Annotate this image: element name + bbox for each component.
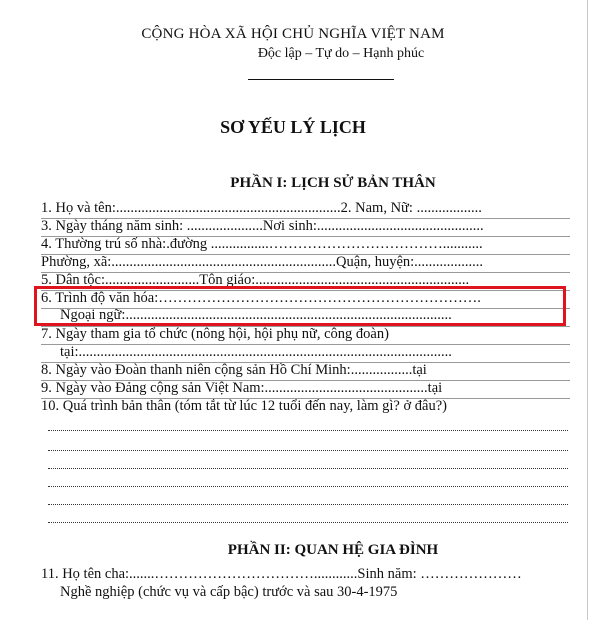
page-edge: [587, 0, 588, 620]
blank-line: [48, 522, 568, 523]
field-birth: 3. Ngày tháng năm sinh: .....................Nơi sinh:..............................................: [41, 218, 484, 234]
field-ward-district: Phường, xã:..............................................................Quận, huyện:...................: [41, 254, 484, 270]
blank-line: [48, 486, 568, 487]
part1-heading: PHẦN I: LỊCH SỬ BẢN THÂN: [230, 175, 436, 191]
field-full-name: 1. Họ và tên:..............................................................2. Nam, Nữ: ..................: [41, 200, 482, 216]
field-address: 4. Thường trú số nhà:.đường ................………………………………...........: [41, 236, 483, 252]
blank-line: [48, 504, 568, 505]
field-education-level: 6. Trình độ văn hóa:………………………………………………………….: [41, 290, 481, 306]
field-foreign-language: Ngoại ngữ:..........................................................................................: [60, 307, 452, 323]
field-youth-union: 8. Ngày vào Đoàn thanh niên cộng sản Hồ Chí Minh:.................tại: [41, 362, 427, 378]
field-father-occupation: Nghề nghiệp (chức vụ và cấp bậc) trước và sau 30-4-1975: [60, 584, 398, 600]
field-ethnicity-religion: 5. Dân tộc:..........................Tôn giáo:...........................................................: [41, 272, 470, 288]
field-organization-place: tại:.......................................................................................................: [60, 344, 452, 360]
field-party-join: 9. Ngày vào Đảng cộng sản Việt Nam:.............................................tại: [41, 380, 443, 396]
part2-heading: PHẦN II: QUAN HỆ GIA ĐÌNH: [227, 542, 439, 558]
blank-line: [48, 450, 568, 451]
field-personal-history: 10. Quá trình bản thân (tóm tắt từ lúc 12 tuổi đến nay, làm gì? ở đâu?): [41, 398, 447, 414]
field-father-name: 11. Họ tên cha:.......……………………………............Sinh năm: …………………: [41, 566, 522, 582]
blank-line: [48, 430, 568, 431]
blank-line: [48, 468, 568, 469]
country-header: CỘNG HÒA XÃ HỘI CHỦ NGHĨA VIỆT NAM: [141, 26, 445, 42]
document-title: SƠ YẾU LÝ LỊCH: [220, 117, 366, 137]
highlight-box: [34, 286, 566, 326]
field-organization-date: 7. Ngày tham gia tổ chức (nông hội, hội phụ nữ, công đoàn): [41, 326, 389, 342]
header-underline: [248, 79, 394, 80]
motto: Độc lập – Tự do – Hạnh phúc: [257, 46, 425, 61]
